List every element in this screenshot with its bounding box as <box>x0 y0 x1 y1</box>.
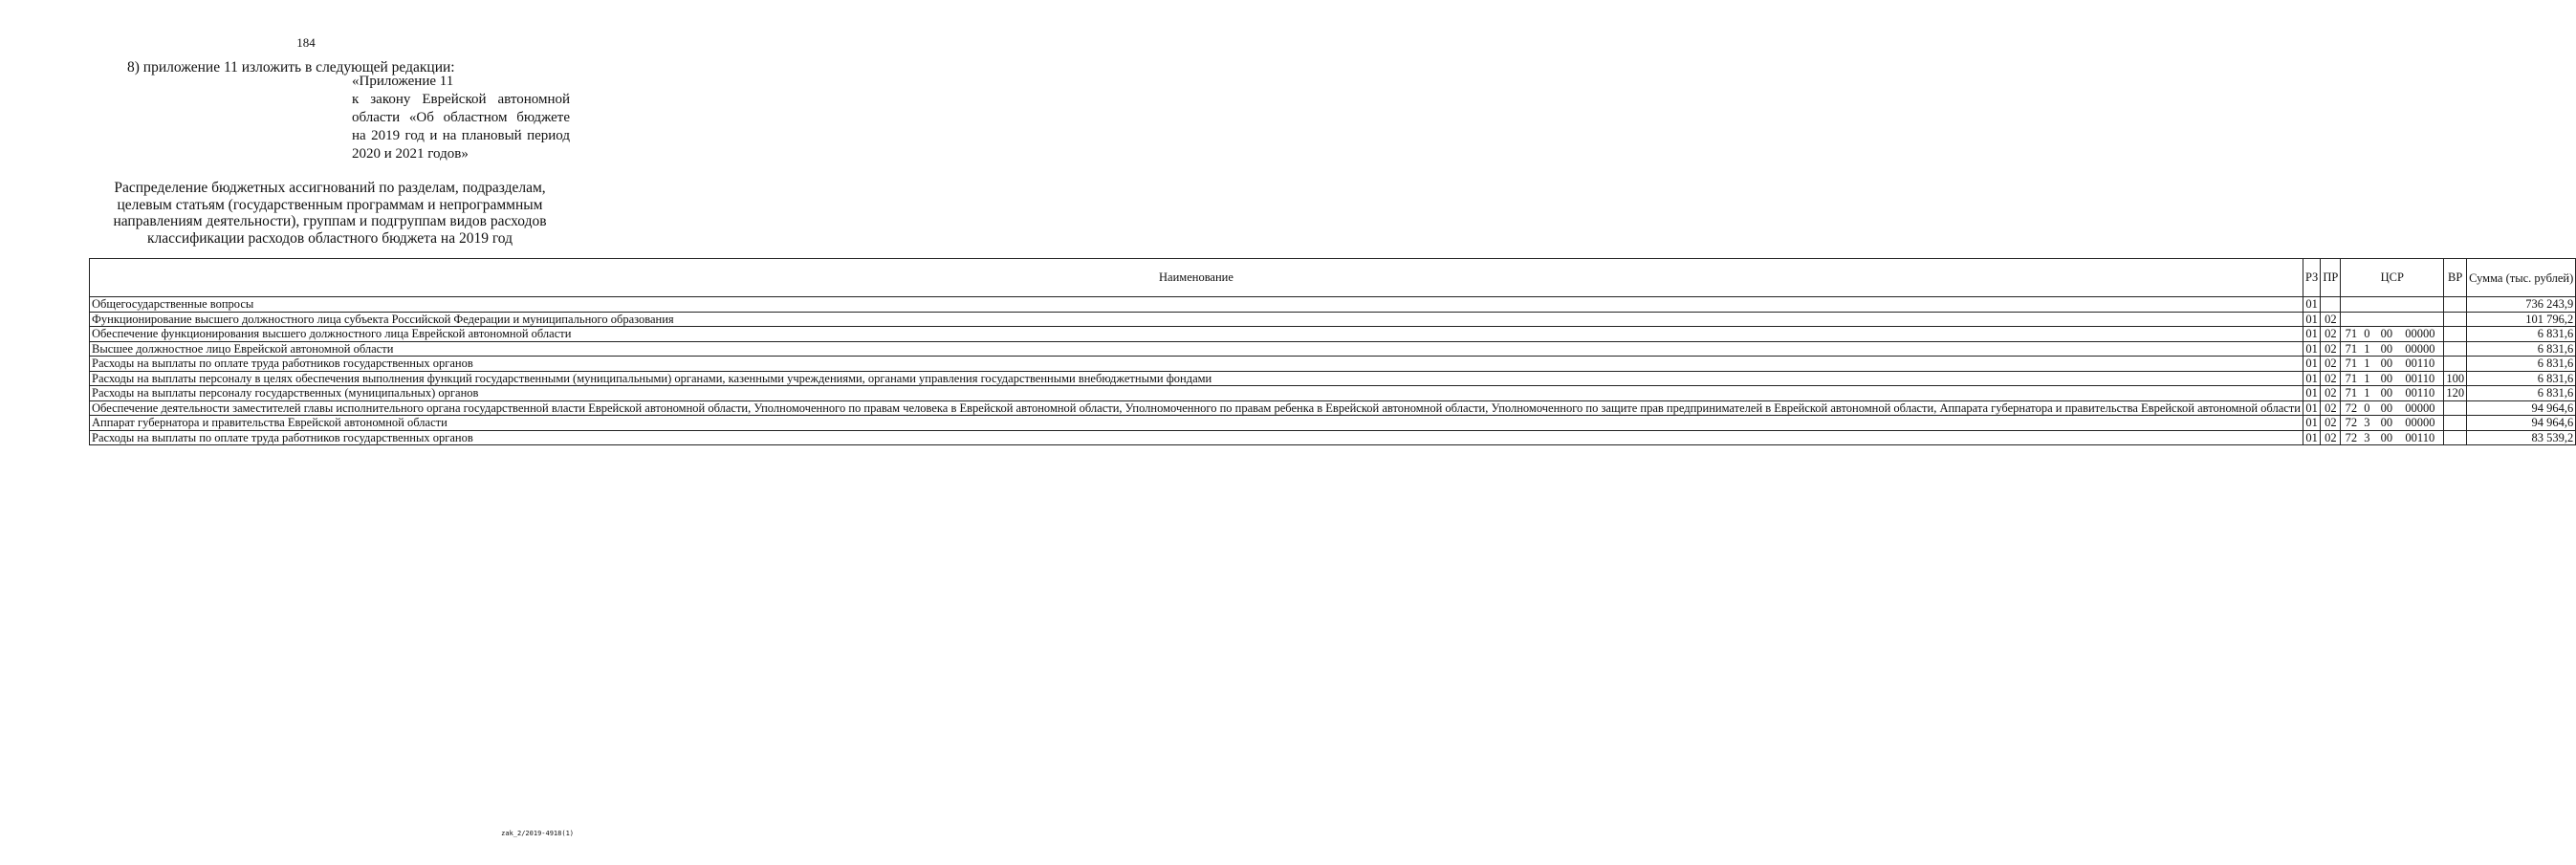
csr-part: 00 <box>2380 416 2393 429</box>
table-header-row <box>90 259 2576 297</box>
row-pr <box>2321 297 2341 313</box>
row-name: Расходы на выплаты персоналу государственных (муниципальных) органов <box>90 386 2303 401</box>
csr-part: 0 <box>2364 400 2370 415</box>
row-pr: 02 <box>2321 357 2341 372</box>
table-row <box>90 357 2576 372</box>
row-sum: 94 964,6 <box>2467 416 2576 431</box>
row-pr: 02 <box>2321 341 2341 357</box>
row-csr <box>2341 297 2444 313</box>
budget-table <box>89 258 2576 445</box>
csr-part: 72 <box>2345 400 2358 415</box>
csr-part: 71 <box>2345 386 2358 400</box>
csr-part: 72 <box>2345 430 2358 444</box>
table-row <box>90 341 2576 357</box>
csr-part: 00 <box>2380 341 2393 356</box>
csr-part: 71 <box>2345 341 2358 356</box>
row-rz: 01 <box>2303 312 2320 327</box>
row-csr <box>2341 371 2444 386</box>
row-rz: 01 <box>2303 416 2320 431</box>
table-row <box>90 386 2576 401</box>
row-pr: 02 <box>2321 416 2341 431</box>
row-name: Расходы на выплаты по оплате труда работников государственных органов <box>90 357 2303 372</box>
header-sum: Сумма (тыс. рублей) <box>2467 259 2576 297</box>
header-rz: РЗ <box>2303 259 2320 297</box>
annex-line: на 2019 год и на плановый период <box>352 128 570 143</box>
row-sum: 6 831,6 <box>2467 386 2576 401</box>
annex-line: области «Об областном бюджете <box>352 110 570 125</box>
csr-part: 00 <box>2380 386 2393 400</box>
row-name: Функционирование высшего должностного лица субъекта Российской Федерации и муниципального образования <box>90 312 2303 327</box>
table-row <box>90 327 2576 342</box>
row-csr <box>2341 357 2444 372</box>
row-vr <box>2444 297 2467 313</box>
row-csr <box>2341 430 2444 445</box>
row-name: Расходы на выплаты персоналу в целях обеспечения выполнения функций государственными (муниципальными) органами, казенными учреждениями, органами управления государственными внебюджетными фондами <box>90 371 2303 386</box>
csr-part: 1 <box>2364 357 2370 370</box>
row-vr <box>2444 357 2467 372</box>
table-row <box>90 312 2576 327</box>
csr-part: 00 <box>2380 357 2393 370</box>
row-rz: 01 <box>2303 430 2320 445</box>
row-sum: 736 243,9 <box>2467 297 2576 313</box>
csr-part: 00110 <box>2405 357 2435 370</box>
row-csr <box>2341 312 2444 327</box>
csr-part: 1 <box>2364 386 2370 400</box>
row-vr: 120 <box>2444 386 2467 401</box>
title-line: классификации расходов областного бюджета на 2019 год <box>147 229 513 247</box>
row-rz: 01 <box>2303 357 2320 372</box>
csr-part: 71 <box>2345 357 2358 370</box>
annex-line: к закону Еврейской автономной <box>352 92 570 107</box>
csr-part: 3 <box>2364 416 2370 429</box>
row-vr <box>2444 327 2467 342</box>
row-name: Обеспечение функционирования высшего должностного лица Еврейской автономной области <box>90 327 2303 342</box>
annex-line: 2020 и 2021 годов» <box>352 146 469 162</box>
row-csr <box>2341 341 2444 357</box>
table-row <box>90 297 2576 313</box>
row-rz: 01 <box>2303 371 2320 386</box>
row-vr <box>2444 416 2467 431</box>
row-name: Расходы на выплаты по оплате труда работников государственных органов <box>90 430 2303 445</box>
header-vr: ВР <box>2444 259 2467 297</box>
header-csr: ЦСР <box>2341 259 2444 297</box>
row-vr <box>2444 400 2467 416</box>
annex-header <box>352 73 570 163</box>
csr-part: 1 <box>2364 341 2370 356</box>
csr-part: 00000 <box>2405 341 2435 356</box>
table-row <box>90 371 2576 386</box>
csr-part: 71 <box>2345 371 2358 385</box>
row-sum: 6 831,6 <box>2467 327 2576 342</box>
row-rz: 01 <box>2303 400 2320 416</box>
footer-code: zak_2/2019-4918(1) <box>501 830 574 837</box>
row-pr: 02 <box>2321 371 2341 386</box>
csr-part: 71 <box>2345 327 2358 340</box>
row-name: Общегосударственные вопросы <box>90 297 2303 313</box>
table-row <box>90 400 2576 416</box>
row-vr: 100 <box>2444 371 2467 386</box>
row-csr <box>2341 327 2444 342</box>
annex-line: «Приложение 11 <box>352 74 454 89</box>
table-row <box>90 430 2576 445</box>
row-rz: 01 <box>2303 297 2320 313</box>
row-name: Высшее должностное лицо Еврейской автономной области <box>90 341 2303 357</box>
csr-part: 00000 <box>2405 416 2435 429</box>
csr-part: 00 <box>2380 400 2393 415</box>
row-csr <box>2341 416 2444 431</box>
row-pr: 02 <box>2321 386 2341 401</box>
csr-part: 00000 <box>2405 327 2435 340</box>
page-number: 184 <box>296 35 316 50</box>
row-rz: 01 <box>2303 327 2320 342</box>
table-row <box>90 416 2576 431</box>
title-line: целевым статьям (государственным программам и непрограммным <box>117 196 543 213</box>
row-vr <box>2444 430 2467 445</box>
row-rz: 01 <box>2303 386 2320 401</box>
csr-part: 00110 <box>2405 386 2435 400</box>
csr-part: 00 <box>2380 327 2393 340</box>
row-pr: 02 <box>2321 327 2341 342</box>
csr-part: 1 <box>2364 371 2370 385</box>
row-vr <box>2444 312 2467 327</box>
amendment-instruction: 8) приложение 11 изложить в следующей редакции: <box>127 59 455 76</box>
csr-part: 00 <box>2380 371 2393 385</box>
csr-part: 72 <box>2345 416 2358 429</box>
title-line: Распределение бюджетных ассигнований по разделам, подразделам, <box>114 180 546 196</box>
row-name: Аппарат губернатора и правительства Еврейской автономной области <box>90 416 2303 431</box>
title-line: направлениям деятельности), группам и подгруппам видов расходов <box>113 213 547 229</box>
csr-part: 00110 <box>2405 430 2435 444</box>
document-title <box>86 180 574 247</box>
row-sum: 6 831,6 <box>2467 371 2576 386</box>
csr-part: 0 <box>2364 327 2370 340</box>
csr-part: 00000 <box>2405 400 2435 415</box>
row-sum: 6 831,6 <box>2467 357 2576 372</box>
row-pr: 02 <box>2321 430 2341 445</box>
csr-part: 3 <box>2364 430 2370 444</box>
row-csr <box>2341 400 2444 416</box>
header-name: Наименование <box>90 259 2303 297</box>
header-pr: ПР <box>2321 259 2341 297</box>
row-sum: 83 539,2 <box>2467 430 2576 445</box>
row-rz: 01 <box>2303 341 2320 357</box>
row-sum: 101 796,2 <box>2467 312 2576 327</box>
row-sum: 94 964,6 <box>2467 400 2576 416</box>
row-name: Обеспечение деятельности заместителей главы исполнительного органа государственной власти Еврейской автономной области, Уполномоченного по правам человека в Еврейской автономной области, Уполномоченного по правам ребенка в Еврейской автономной области, Уполномоченного по защите прав предпринимателей в Еврейской автономной области, Аппарата губернатора и правительства Еврейской автономной области <box>90 400 2303 416</box>
csr-part: 00 <box>2380 430 2393 444</box>
row-pr: 02 <box>2321 400 2341 416</box>
row-sum: 6 831,6 <box>2467 341 2576 357</box>
csr-part: 00110 <box>2405 371 2435 385</box>
row-pr: 02 <box>2321 312 2341 327</box>
row-vr <box>2444 341 2467 357</box>
row-csr <box>2341 386 2444 401</box>
